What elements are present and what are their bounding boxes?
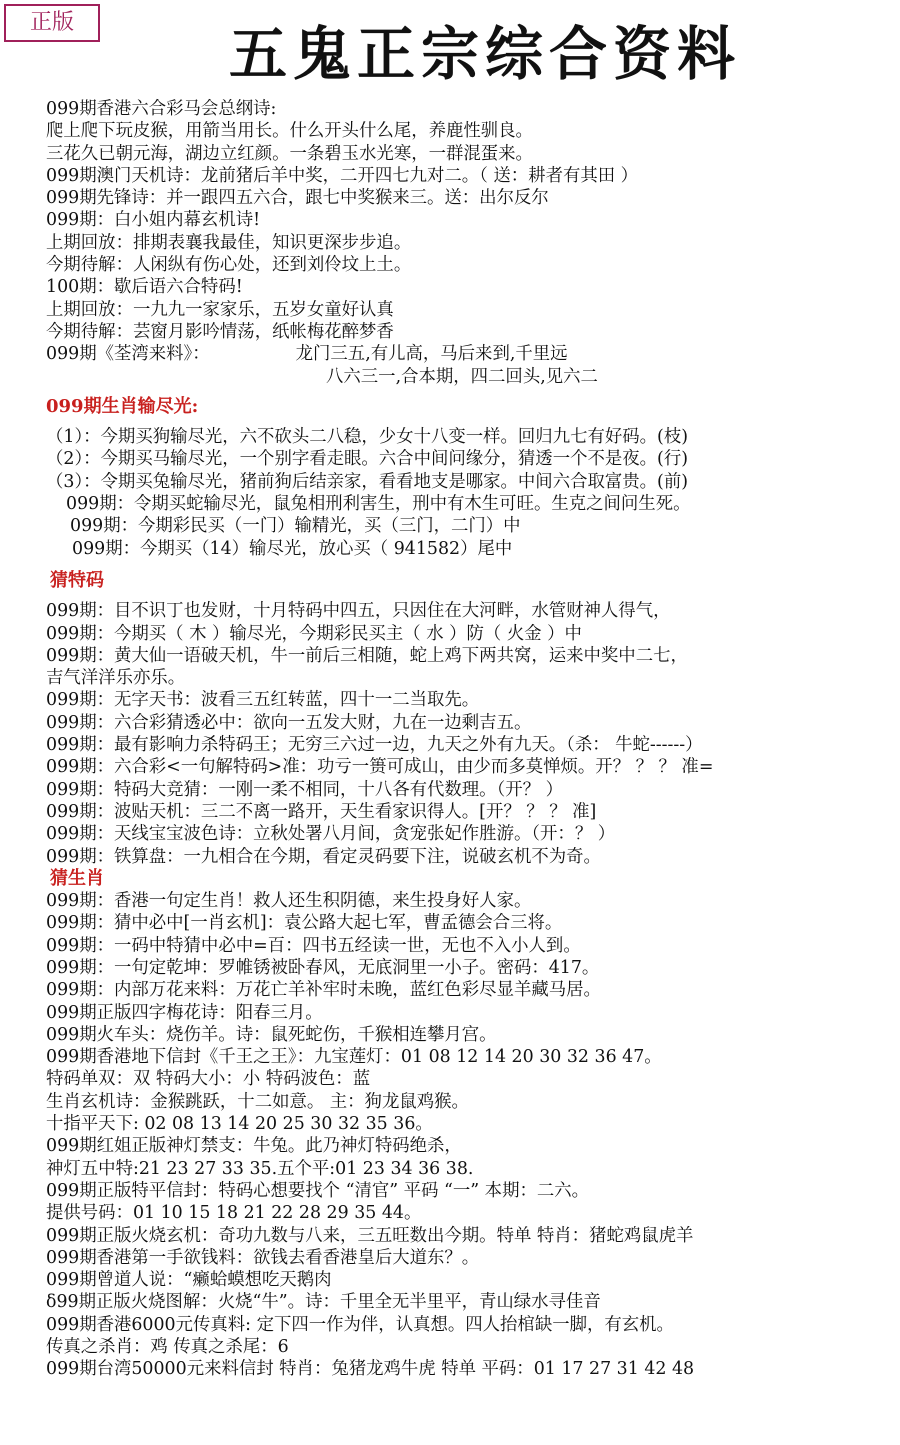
text-line: 099期：今期彩民买（一门）输精光，买（三门，二门）中	[70, 516, 521, 537]
text-line: 上期回放：排期表襄我最佳，知识更深步步追。	[46, 232, 412, 253]
text-line: 生肖玄机诗：金猴跳跃，十二如意。 主：狗龙鼠鸡猴。	[46, 1091, 469, 1112]
text-line: 吉气洋洋乐亦乐。	[46, 668, 186, 689]
text-line: 099期：无字天书：波看三五红转蓝，四十一二当取先。	[46, 690, 480, 711]
section-heading-zodiac-loss: 099期生肖输尽光:	[46, 395, 199, 417]
text-line: 099期澳门天机诗：龙前猪后羊中奖，二开四七九对二。（ 送：耕者有其田 ）	[46, 165, 639, 186]
text-line: （3）：令期买兔输尽光，猪前狗后结亲家，看看地支是哪家。中间六合取富贵。(前)	[46, 471, 689, 492]
text-line: 十指平天下: 02 08 13 14 20 25 30 32 35 36。	[46, 1114, 433, 1135]
text-line: 099期：香港一句定生肖！救人还生积阴德，来生投身好人家。	[46, 891, 532, 912]
text-line: 今期待解：人闲纵有伤心处，还到刘伶坟上土。	[46, 255, 412, 276]
text-line: 099期正版火烧玄机：奇功九数与八来，三五旺数出今期。特单 特肖：猪蛇鸡鼠虎羊	[46, 1225, 694, 1246]
text-line: 099期香港六合彩马会总纲诗:	[46, 99, 277, 119]
text-line: 099期：一句定乾坤：罗帷锈被卧春风，无底洞里一小子。密码：417。	[46, 957, 600, 978]
text-line: 099期：一码中特猜中必中=百：四书五经读一世，无也不入小人到。	[46, 935, 581, 956]
genuine-badge: 正版	[4, 4, 100, 42]
text-line: （2）：今期买马输尽光，一个别字看走眼。六合中间问缘分，猜透一个不是夜。(行)	[46, 449, 689, 470]
text-line: 099期：今期买（ 木 ）输尽光，今期彩民买主（ 水 ）防（ 火金 ）中	[46, 623, 582, 644]
text-line: 特码单双：双 特码大小：小 特码波色：蓝	[46, 1069, 371, 1090]
text-line: 提供号码：01 10 15 18 21 22 28 29 35 44。	[46, 1203, 422, 1224]
text-line: 099期：白小姐内幕玄机诗!	[46, 210, 261, 231]
text-line: 099期：六合彩猜透必中：欲向一五发大财，九在一边剩吉五。	[46, 712, 532, 733]
text-line: 099期：今期买（14）输尽光，放心买（ 941582）尾中	[72, 538, 513, 559]
text-line: 099期：天线宝宝波色诗：立秋处署八月间，贪宠张妃作胜游。（开：？ ）	[46, 824, 616, 845]
text-line: 099期台湾50000元来料信封 特肖：兔猪龙鸡牛虎 特单 平码：01 17 27 31 42 48	[46, 1359, 695, 1380]
text-line: δ99期正版火烧图解：火烧“牛”。诗：千里全无半里平，青山绿水寻佳音	[46, 1292, 601, 1313]
text-line: 神灯五中特:21 23 27 33 35.五个平:01 23 34 36 38.	[46, 1158, 474, 1179]
text-line: （1）：今期买狗输尽光，六不砍头二八稳，少女十八变一样。回归九七有好码。(枝)	[46, 427, 689, 448]
text-line: 099期正版四字梅花诗：阳春三月。	[46, 1002, 323, 1023]
text-line: 099期香港地下信封《千王之王》：九宝莲灯：01 08 12 14 20 30 32 36 47。	[46, 1047, 662, 1068]
text-line: 099期：波贴天机：三二不离一路开，天生看家识得人。[开？ ？ ？ 准]	[46, 801, 597, 822]
section-heading-guess-code: 猜特码	[50, 569, 104, 591]
text-line: 099期火车头：烧伤羊。诗：鼠死蛇伤，千猴相连攀月宫。	[46, 1024, 497, 1045]
text-line: 今期待解：芸窗月影吟情荡，纸帐梅花醉梦香	[46, 321, 394, 342]
text-line: 099期香港6000元传真料: 定下四一作为伴，认真想。四人抬棺缺一脚，有玄机。	[46, 1314, 674, 1335]
text-line: 099期正版特平信封：特码心想要找个 “清官” 平码 “一” 本期：二六。	[46, 1180, 590, 1201]
content	[46, 98, 892, 1381]
text-line: 099期先锋诗：并一跟四五六合，跟七中奖猴来三。送：出尔反尔	[46, 188, 549, 209]
text-line: 099期：最有影响力杀特码王；无穷三六过一边，九天之外有九天。（杀： 牛蛇------）	[46, 735, 703, 756]
text-line: 099期：猜中必中[一肖玄机]：袁公路大起七军，曹孟德会合三将。	[46, 913, 563, 934]
text-line: 099期：令期买蛇输尽光，鼠兔相刑利害生，刑中有木生可旺。生克之间问生死。	[66, 494, 691, 515]
text-line: 100期：歇后语六合特码!	[46, 277, 243, 298]
page-title: 五鬼正宗综合资料	[228, 20, 741, 88]
text-line: 099期红姐正版神灯禁支：牛兔。此乃神灯特码绝杀，	[46, 1136, 462, 1157]
text-line: 传真之杀肖：鸡 传真之杀尾：6	[46, 1337, 289, 1358]
text-line: 099期：内部万花来料：万花亡羊补牢时未晚，蓝红色彩尽显羊藏马居。	[46, 980, 601, 1001]
text-line: 099期：目不识丁也发财，十月特码中四五，只因住在大河畔，水管财神人得气，	[46, 601, 671, 622]
text-line: 099期：铁算盘：一九相合在今期，看定灵码要下注，说破玄机不为奇。	[46, 846, 601, 867]
quan-line-1: 龙门三五,有儿高，马后来到,千里远	[295, 344, 568, 365]
text-line: 099期：六合彩<一句解特码>准：功亏一篑可成山，由少而多莫惮烦。开？ ？ ？ 准=	[46, 757, 714, 778]
text-line: 099期：特码大竞猜：一刚一柔不相同，十八各有代数理。（开？ ）	[46, 779, 563, 800]
text-line: 099期：黄大仙一语破天机，牛一前后三相随，蛇上鸡下两共窝，运来中奖中二七，	[46, 645, 688, 666]
text-line: 三花久已朝元海，湖边立红颜。一条碧玉水光寒，一群混蛋来。	[46, 143, 533, 164]
text-line: 099期曾道人说：“癞蛤蟆想吃天鹅肉	[46, 1270, 332, 1291]
quan-label: 099期《荃湾来料》：	[46, 344, 210, 365]
section-heading-guess-zodiac: 猜生肖	[50, 867, 104, 889]
text-line: 099期香港第一手欲钱料：欲钱去看香港皇后大道东？。	[46, 1247, 480, 1268]
quan-line-2: 八六三一,合本期，四二回头,见六二	[326, 366, 598, 387]
text-line: 上期回放：一九九一家家乐，五岁女童好认真	[46, 299, 394, 320]
quan-row	[46, 343, 892, 365]
text-line: 爬上爬下玩皮猴，用箭当用长。什么开头什么尾，养鹿性驯良。	[46, 121, 533, 142]
